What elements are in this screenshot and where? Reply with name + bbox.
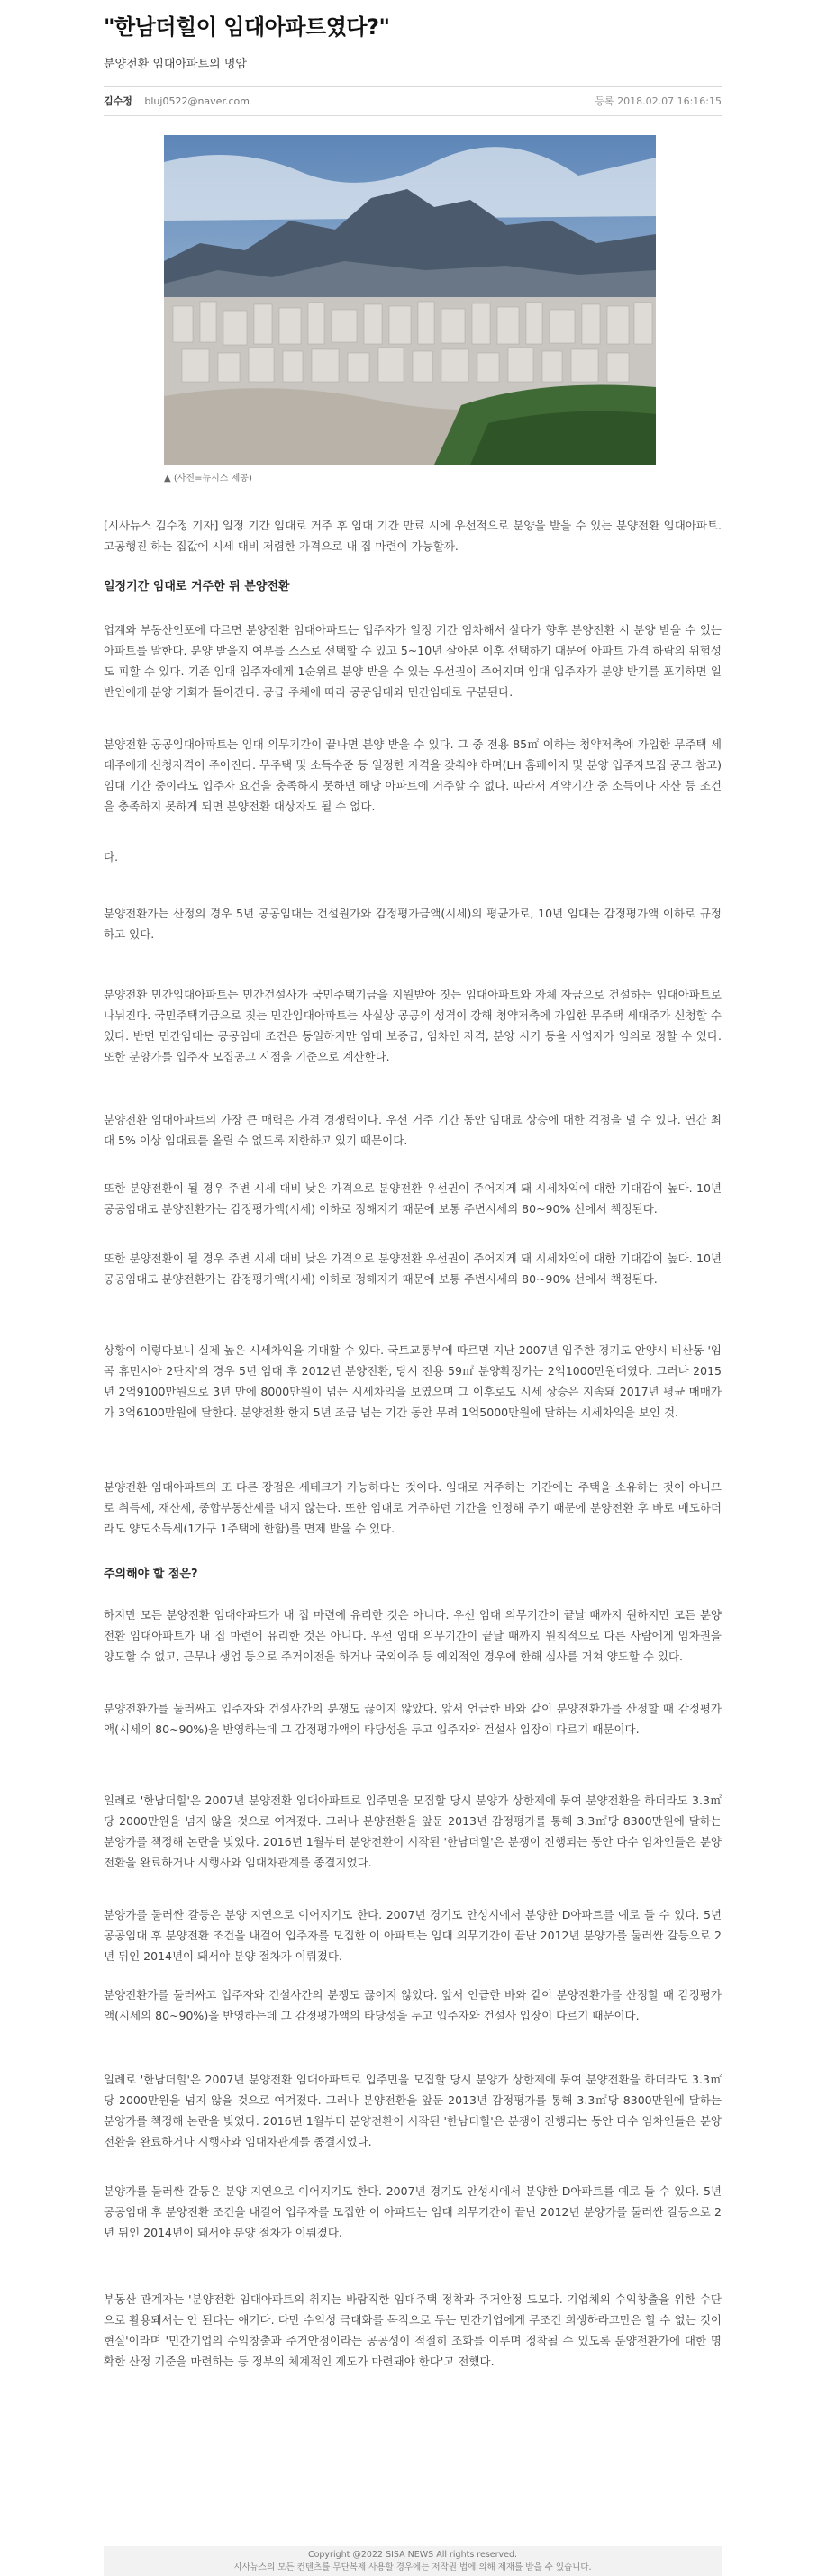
paragraph: 하지만 모든 분양전환 임대아파트가 내 집 마련에 유리한 것은 아니다. 우선 임대 의무기간이 끝날 때까지 원하지만 모든 분양전환 임대아파트가 내 집 마련에 유리한 것은 아니다. 우선 임대 의무기간이 끝날 때까지 원칙적으로 다른 사람에게 임차권을 양도할 수 없고, 근무나 생업 등으로 주거이전을 하거나 국외이주 등 예외적인 경우에 한해 심사를 거쳐 양도할 수 있다. bbox=[104, 1608, 722, 1663]
paragraph: 또한 분양전환이 될 경우 주변 시세 대비 낮은 가격으로 분양전환 우선권이 주어지게 돼 시세차익에 대한 기대감이 높다. 10년 공공임대도 분양전환가는 감정평가액(시세) 이하로 정해지기 때문에 보통 주변시세의 80~90% 선에서 책정된다. bbox=[104, 1252, 722, 1286]
paragraph: 상황이 이렇다보니 실제 높은 시세차익을 기대할 수 있다. 국토교통부에 따르면 지난 2007년 입주한 경기도 안양시 비산동 '임곡 휴먼시아 2단지'의 경우 5년 임대 후 2012년 분양전환, 당시 전용 59㎡ 분양확정가는 2억1000만원대였다. 그러나 2015년 2억9100만원으로 3년 만에 8000만원이 넘는 시세차익을 보였으며 그 이후로도 시세 상승은 지속돼 2017년 평균 매매가가 3억6100만원에 달한다. 분양전환 한지 5년 조금 넘는 기간 동안 무려 1억5000만원에 달하는 시세차익을 보인 것. bbox=[104, 1343, 722, 1419]
article-title: "한남더힐이 임대아파트였다?" bbox=[104, 14, 390, 40]
paragraph: 다. bbox=[104, 850, 119, 863]
paragraph: 분양전환가는 산정의 경우 5년 공공임대는 건설원가와 감정평가금액(시세)의 평균가로, 10년 임대는 감정평가액 이하로 규정하고 있다. bbox=[104, 907, 722, 941]
page-footer bbox=[104, 2546, 722, 2576]
section-heading: 주의해야 할 점은? bbox=[104, 1568, 198, 1581]
article-subtitle: 분양전환 임대아파트의 명암 bbox=[104, 58, 247, 71]
paragraph: 분양전환가를 둘러싸고 입주자와 건설사간의 분쟁도 끊이지 않았다. 앞서 언급한 바와 같이 분양전환가를 산정할 때 감정평가액(시세의 80~90%)을 반영하는데 그 감정평가액의 타당성을 두고 입주자와 건설사 입장이 다르기 때문이다. bbox=[104, 1702, 722, 1736]
publish-date: 등록 2018.02.07 16:16:15 bbox=[595, 95, 722, 107]
paragraph: 분양전환가를 둘러싸고 입주자와 건설사간의 분쟁도 끊이지 않았다. 앞서 언급한 바와 같이 분양전환가를 산정할 때 감정평가액(시세의 80~90%)을 반영하는데 그 감정평가액의 타당성을 두고 입주자와 건설사 입장이 다르기 때문이다. bbox=[104, 1988, 722, 2022]
paragraph: 분양가를 둘러싼 갈등은 분양 지연으로 이어지기도 한다. 2007년 경기도 안성시에서 분양한 D아파트를 예로 들 수 있다. 5년 공공임대 후 분양전환 조건을 내걸어 입주자를 모집한 이 아파트는 임대 의무기간이 끝난 2012년 분양가를 둘러싼 갈등으로 2년 뒤인 2014년이 돼서야 분양 절차가 이뤄졌다. bbox=[104, 2184, 722, 2239]
paragraph: 분양전환 민간임대아파트는 민간건설사가 국민주택기금을 지원받아 짓는 임대아파트와 자체 자금으로 건설하는 임대아파트로 나뉘진다. 국민주택기금으로 짓는 민간임대아파트는 사실상 공공의 성격이 강해 청약저축에 가입한 무주택 세대주가 신청할 수 있다. 반면 민간임대는 공공임대 조건은 동일하지만 임대 보증금, 임차인 자격, 분양 시기 등을 사업자가 임의로 정할 수 있다. 또한 분양가를 입주자 모집공고 시점을 기준으로 계산한다. bbox=[104, 988, 722, 1063]
paragraph: 분양전환 임대아파트의 또 다른 장점은 세테크가 가능하다는 것이다. 임대로 거주하는 기간에는 주택을 소유하는 것이 아니므로 취득세, 재산세, 종합부동산세를 내지 않는다. 또한 임대로 거주하던 기간을 인정해 주기 때문에 분양전환 후 바로 매도하더라도 양도소득세(1가구 1주택에 한함)를 면제 받을 수 있다. bbox=[104, 1480, 722, 1535]
paragraph: 분양가를 둘러싼 갈등은 분양 지연으로 이어지기도 한다. 2007년 경기도 안성시에서 분양한 D아파트를 예로 들 수 있다. 5년 공공임대 후 분양전환 조건을 내걸어 입주자를 모집한 이 아파트는 임대 의무기간이 끝난 2012년 분양가를 둘러싼 갈등으로 2년 뒤인 2014년이 돼서야 분양 절차가 이뤄졌다. bbox=[104, 1908, 722, 1963]
city-mountain-photo bbox=[164, 135, 656, 465]
paragraph: 분양전환 공공임대아파트는 임대 의무기간이 끝나면 분양 받을 수 있다. 그 중 전용 85㎡ 이하는 청약저축에 가입한 무주택 세대주에게 신청자격이 주어진다. 무주택 및 소득수준 등 일정한 자격을 갖춰야 하며(LH 홈페이지 및 분양 입주자모집 공고 참고) 임대 기간 중이라도 입주자 요건을 충족하지 못하면 해당 아파트에 거주할 수 없다. 따라서 계약기간 중 소득이나 자산 등 조건을 충족하지 못하게 되면 분양전환 대상자도 될 수 없다. bbox=[104, 737, 722, 813]
byline bbox=[104, 94, 722, 110]
article-photo bbox=[164, 135, 656, 465]
paragraph: 분양전환 임대아파트의 가장 큰 매력은 가격 경쟁력이다. 우선 거주 기간 동안 임대료 상승에 대한 걱정을 덜 수 있다. 연간 최대 5% 이상 임대료를 올릴 수 없도록 제한하고 있기 때문이다. bbox=[104, 1113, 722, 1147]
section-heading: 일정기간 임대로 거주한 뒤 분양전환 bbox=[104, 580, 290, 593]
paragraph: 또한 분양전환이 될 경우 주변 시세 대비 낮은 가격으로 분양전환 우선권이 주어지게 돼 시세차익에 대한 기대감이 높다. 10년 공공임대도 분양전환가는 감정평가액(시세) 이하로 정해지기 때문에 보통 주변시세의 80~90% 선에서 책정된다. bbox=[104, 1181, 722, 1216]
copyright-notice: 시사뉴스의 모든 컨텐츠를 무단복제 사용할 경우에는 저작권 법에 의해 제재를 받을 수 있습니다. bbox=[233, 2562, 592, 2572]
photo-caption: ▲ (사진=뉴시스 제공) bbox=[164, 474, 252, 484]
paragraph: [시사뉴스 김수정 기자] 일정 기간 임대로 거주 후 임대 기간 만료 시에 우선적으로 분양을 받을 수 있는 분양전환 임대아파트. 고공행진 하는 집값에 시세 대비 저렴한 가격으로 내 집 마련이 가능할까. bbox=[104, 519, 722, 553]
paragraph: 부동산 관계자는 '분양전환 임대아파트의 취지는 바람직한 임대주택 정착과 주거안정 도모다. 기업체의 수익창출을 위한 수단으로 활용돼서는 안 된다는 얘기다. 다만 수익성 극대화를 목적으로 두는 민간기업에게 무조건 희생하라고만은 할 수 없는 것이 현실'이라며 '민간기업의 수익창출과 주거안정이라는 공공성이 적절히 조화를 이루며 정착될 수 있도록 분양전환가에 대한 명확한 산정 기준을 마련하는 등 정부의 체계적인 제도가 마련돼야 한다'고 전했다. bbox=[104, 2292, 722, 2368]
author-name: 김수정 bbox=[104, 95, 132, 107]
paragraph: 일례로 '한남더힐'은 2007년 분양전환 임대아파트로 입주민을 모집할 당시 분양가 상한제에 묶여 분양전환을 하더라도 3.3㎡당 2000만원을 넘지 않을 것으로 여겨졌다. 그러나 분양전환을 앞둔 2013년 감정평가를 통해 3.3㎡당 8300만원에 달하는 분양가를 책정해 논란을 빚었다. 2016년 1월부터 분양전환이 시작된 '한남더힐'은 분쟁이 진행되는 동안 다수 임차인들은 분양전환을 완료하거나 시행사와 임대차관계를 종결지었다. bbox=[104, 1794, 722, 1869]
divider bbox=[104, 115, 722, 116]
paragraph: 업계와 부동산인포에 따르면 분양전환 임대아파트는 입주자가 일정 기간 임차해서 살다가 향후 분양전환 시 분양 받을 수 있는 아파트를 말한다. 분양 받을지 여부를 스스로 선택할 수 있고 5~10년 살아본 이후 선택하기 때문에 아파트 가격 하락의 위험성도 피할 수 있다. 기존 임대 입주자에게 1순위로 분양 받을 수 있는 우선권이 주어지며 임대 입주자가 분양 받기를 포기하면 일반인에게 분양 기회가 돌아간다. 공급 주체에 따라 공공임대와 민간임대로 구분된다. bbox=[104, 623, 722, 699]
author-email[interactable]: bluj0522@naver.com bbox=[144, 95, 250, 107]
paragraph: 일례로 '한남더힐'은 2007년 분양전환 임대아파트로 입주민을 모집할 당시 분양가 상한제에 묶여 분양전환을 하더라도 3.3㎡당 2000만원을 넘지 않을 것으로 여겨졌다. 그러나 분양전환을 앞둔 2013년 감정평가를 통해 3.3㎡당 8300만원에 달하는 분양가를 책정해 논란을 빚었다. 2016년 1월부터 분양전환이 시작된 '한남더힐'은 분쟁이 진행되는 동안 다수 임차인들은 분양전환을 완료하거나 시행사와 임대차관계를 종결지었다. bbox=[104, 2073, 722, 2148]
divider bbox=[104, 86, 722, 87]
copyright-text: Copyright @2022 SISA NEWS All rights reserved. bbox=[307, 2550, 518, 2560]
